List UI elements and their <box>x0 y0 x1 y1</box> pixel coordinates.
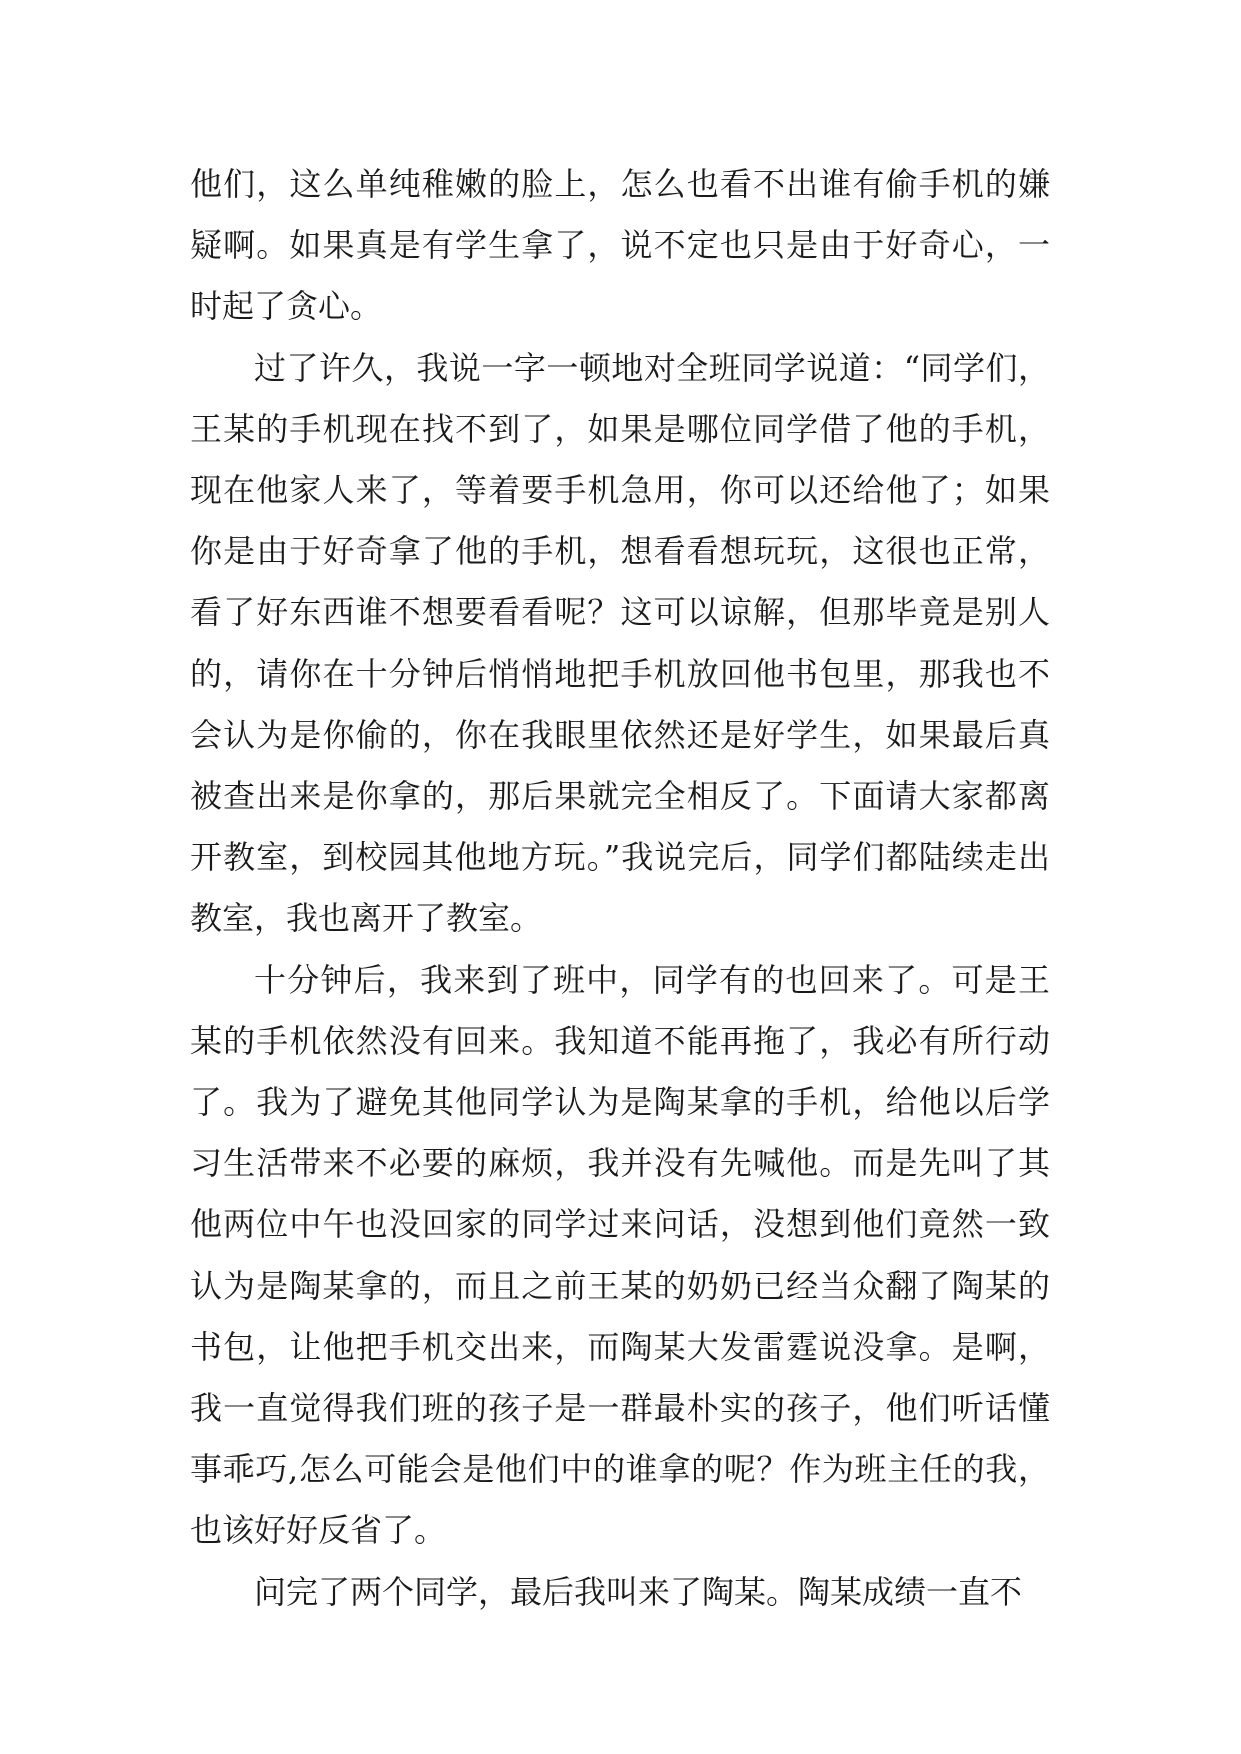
paragraph-1: 他们，这么单纯稚嫩的脸上，怎么也看不出谁有偷手机的嫌疑啊。如果真是有学生拿了，说不定也只是由于好奇心，一时起了贪心。 <box>190 165 1050 326</box>
paragraph-2: 过了许久，我说一字一顿地对全班同学说道：“同学们，王某的手机现在找不到了，如果是哪位同学借了他的手机，现在他家人来了，等着要手机急用，你可以还给他了；如果你是由于好奇拿了他的手机，想看看想玩玩，这很也正常，看了好东西谁不想要看看呢？这可以谅解，但那毕竟是别人的，请你在十分钟后悄悄地把手机放回他书包里，那我也不会认为是你偷的，你在我眼里依然还是好学生，如果最后真被查出来是你拿的，那后果就完全相反了。下面请大家都离开教室，到校园其他地方玩。”我说完后，同学们都陆续走出教室，我也离开了教室。 <box>190 348 1050 938</box>
paragraph-4: 问完了两个同学，最后我叫来了陶某。陶某成绩一直不 <box>254 1572 1023 1611</box>
body-text <box>190 154 1050 1623</box>
paragraph-3: 十分钟后，我来到了班中，同学有的也回来了。可是王某的手机依然没有回来。我知道不能再拖了，我必有所行动了。我为了避免其他同学认为是陶某拿的手机，给他以后学习生活带来不必要的麻烦，我并没有先喊他。而是先叫了其他两位中午也没回家的同学过来问话，没想到他们竟然一致认为是陶某拿的，而且之前王某的奶奶已经当众翻了陶某的书包，让他把手机交出来，而陶某大发雷霆说没拿。是啊，我一直觉得我们班的孩子是一群最朴实的孩子，他们听话懂事乖巧,怎么可能会是他们中的谁拿的呢？作为班主任的我，也该好好反省了。 <box>190 960 1050 1550</box>
